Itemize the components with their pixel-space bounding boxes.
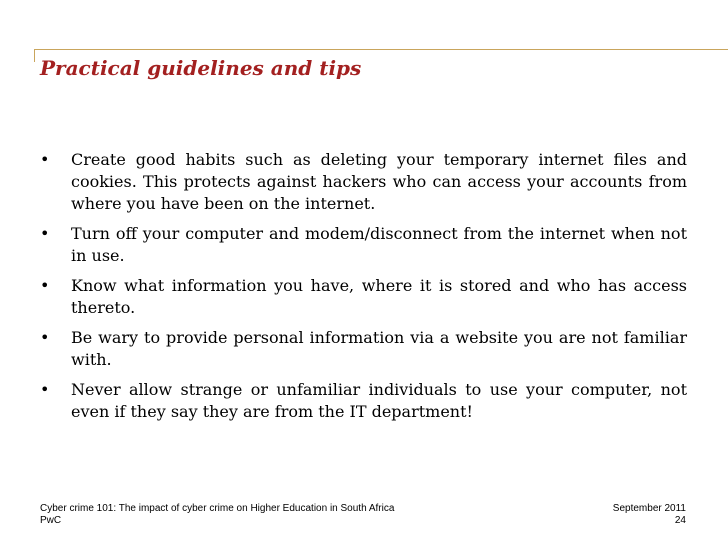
- company-name: PwC: [40, 515, 62, 526]
- footer-right: [613, 503, 686, 527]
- footer-left: [40, 503, 394, 527]
- presentation-title: Cyber crime 101: The impact of cyber crime on Higher Education in South Africa: [40, 503, 395, 514]
- bullet-text: Know what information you have, where it is stored and who has access thereto.: [71, 276, 687, 317]
- bullet-list: [40, 149, 687, 431]
- bullet-text: Be wary to provide personal information via a website you are not familiar with.: [71, 328, 687, 369]
- bullet-item: [40, 275, 687, 319]
- bullet-icon: •: [40, 224, 50, 243]
- bullet-text: Never allow strange or unfamiliar individuals to use your computer, not even if they say they are from the IT department!: [71, 380, 687, 421]
- bullet-item: [40, 223, 687, 267]
- bullet-icon: •: [40, 150, 50, 169]
- bullet-item: [40, 149, 687, 215]
- page-number: 24: [674, 515, 686, 526]
- bullet-item: [40, 379, 687, 423]
- bullet-item: [40, 327, 687, 371]
- bullet-icon: •: [40, 380, 50, 399]
- bullet-text: Turn off your computer and modem/disconnect from the internet when not in use.: [71, 224, 687, 265]
- bullet-icon: •: [40, 328, 50, 347]
- slide-title: Practical guidelines and tips: [40, 56, 362, 80]
- bullet-text: Create good habits such as deleting your temporary internet files and cookies. This protects against hackers who can access your accounts from where you have been on the internet.: [71, 150, 687, 213]
- header-rule: [34, 49, 728, 50]
- bullet-icon: •: [40, 276, 50, 295]
- header-rule-tick: [34, 49, 35, 62]
- presentation-date: September 2011: [612, 503, 686, 514]
